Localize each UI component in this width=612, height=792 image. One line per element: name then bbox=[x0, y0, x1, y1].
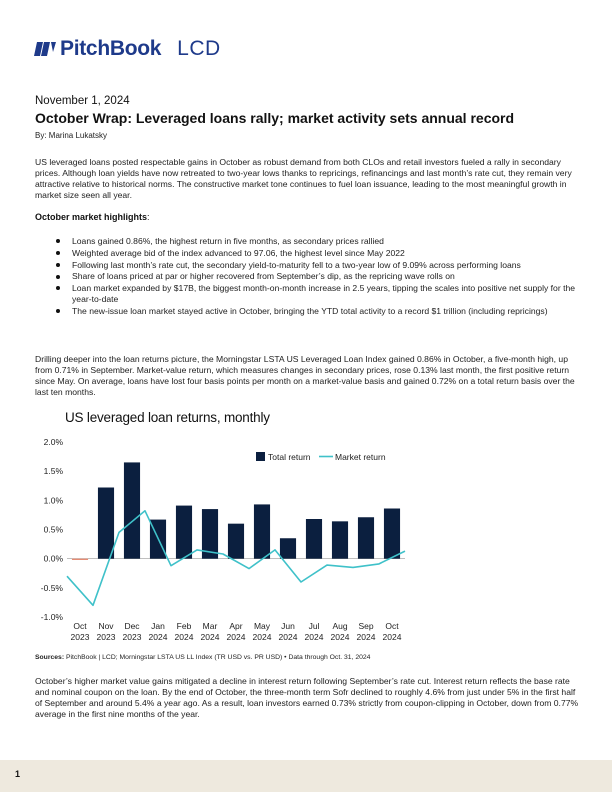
final-paragraph: October’s higher market value gains mitigated a decline in interest return following September’s rate cut. Interest return reflects the base rate and nominal coupon on the loan. By the end of October, the three-month term Sofr declined to roughly 4.6% from just under 5% in the first half of September and around 5.4% a year ago. As a result, loan investors earned 0.73% strictly from coupon-clipping in October, down from 0.77% average in the first nine months of the year. bbox=[35, 676, 579, 719]
x-tick-label: 2024 bbox=[174, 632, 194, 642]
x-tick-label: 2024 bbox=[200, 632, 220, 642]
bar-total-return bbox=[124, 462, 140, 558]
bar-total-return bbox=[358, 517, 374, 558]
bar-total-return bbox=[72, 559, 88, 560]
y-tick-label: 0.0% bbox=[43, 553, 63, 564]
bar-total-return bbox=[98, 488, 114, 559]
bar-total-return bbox=[306, 519, 322, 559]
drill-paragraph: Drilling deeper into the loan returns picture, the Morningstar LSTA US Leveraged Loan Index gained 0.86% in October, a five-month high, up from 0.71% in September. Market-value return, which measures changes in secondary prices, rose 0.13% last month, the first positive return since May. On average, loans have lost four basis points per month on a market-value basis and gained 0.72% on a total return basis over the last ten months. bbox=[35, 354, 575, 397]
bar-total-return bbox=[332, 521, 348, 558]
footer-band bbox=[0, 760, 612, 792]
bar-total-return bbox=[228, 524, 244, 559]
legend-swatch-total-return bbox=[256, 452, 265, 461]
list-item: Following last month’s rate cut, the secondary yield-to-maturity fell to a two-year low of 9.09% across performing loans bbox=[35, 260, 580, 271]
y-tick-label: 1.0% bbox=[43, 495, 63, 506]
x-tick-label: Mar bbox=[202, 621, 218, 631]
article-title: October Wrap: Leveraged loans rally; market activity sets annual record bbox=[35, 110, 515, 126]
x-tick-label: Feb bbox=[176, 621, 192, 631]
y-tick-label: 2.0% bbox=[43, 437, 63, 447]
legend-label-market-return: Market return bbox=[335, 452, 386, 462]
x-tick-label: 2024 bbox=[356, 632, 376, 642]
highlights-heading: October market highlights: bbox=[35, 212, 150, 222]
chart-canvas bbox=[35, 432, 580, 654]
page-number: 1 bbox=[15, 769, 21, 779]
y-tick-label: -1.0% bbox=[40, 612, 63, 622]
x-tick-label: Nov bbox=[98, 621, 114, 631]
brand-division: LCD bbox=[177, 37, 221, 60]
article-date: November 1, 2024 bbox=[35, 95, 130, 107]
article-byline: By: Marina Lukatsky bbox=[35, 131, 108, 140]
bullet-icon bbox=[56, 239, 60, 243]
bullet-icon bbox=[56, 275, 60, 279]
bar-total-return bbox=[384, 509, 400, 559]
x-tick-label: Oct bbox=[385, 621, 399, 631]
x-tick-label: 2023 bbox=[96, 632, 116, 642]
bar-total-return bbox=[280, 538, 296, 558]
pitchbook-lcd-logo bbox=[34, 36, 221, 62]
bullet-icon bbox=[56, 309, 60, 313]
list-item: Weighted average bid of the index advanced to 97.06, the highest level since May 2022 bbox=[35, 248, 580, 259]
x-tick-label: 2024 bbox=[304, 632, 324, 642]
bar-total-return bbox=[176, 506, 192, 559]
x-tick-label: May bbox=[253, 621, 271, 631]
chart-source: Sources: PitchBook | LCD; Morningstar LSTA US LL Index (TR USD vs. PR USD) • Data through Oct. 31, 2024 bbox=[35, 654, 371, 661]
x-tick-label: Oct bbox=[73, 621, 87, 631]
x-tick-label: 2023 bbox=[122, 632, 142, 642]
bullet-icon bbox=[56, 251, 60, 255]
y-tick-label: 1.5% bbox=[43, 466, 63, 477]
x-tick-label: Sep bbox=[358, 621, 374, 631]
x-tick-label: Dec bbox=[124, 621, 140, 631]
x-tick-label: Apr bbox=[229, 621, 243, 631]
list-item: The new-issue loan market stayed active in October, bringing the YTD total activity to a record $1 trillion (including repricings) bbox=[35, 306, 580, 317]
list-item: Loan market expanded by $17B, the biggest month-on-month increase in 2.5 years, tipping the scales into positive net supply for the year-to-date bbox=[35, 283, 580, 304]
x-tick-label: 2024 bbox=[382, 632, 402, 642]
chart-title: US leveraged loan returns, monthly bbox=[65, 410, 270, 425]
list-item: Loans gained 0.86%, the highest return in five months, as secondary prices rallied bbox=[35, 236, 580, 247]
x-tick-label: 2024 bbox=[252, 632, 272, 642]
loan-returns-chart bbox=[35, 410, 580, 668]
y-tick-label: 0.5% bbox=[43, 524, 63, 535]
highlights-list bbox=[35, 236, 580, 317]
x-tick-label: 2023 bbox=[70, 632, 90, 642]
list-item: Share of loans priced at par or higher recovered from September’s dip, as the repricing wave rolls on bbox=[35, 271, 580, 282]
bullet-icon bbox=[56, 263, 60, 267]
intro-paragraph: US leveraged loans posted respectable gains in October as robust demand from both CLOs and retail investors fueled a rally in secondary prices. Although loan yields have now retreated to two-year lows thanks to repricings, refinancings and last month’s rate cut, they remain very attractive relative to historical norms. The constructive market tone continues to fuel loan issuance, leading to the most meaningful growth in market size seen all year. bbox=[35, 157, 572, 200]
x-tick-label: Jul bbox=[308, 621, 320, 631]
brand-name: PitchBook bbox=[60, 37, 162, 60]
x-tick-label: Jun bbox=[281, 621, 295, 631]
x-tick-label: 2024 bbox=[226, 632, 246, 642]
x-tick-label: 2024 bbox=[278, 632, 298, 642]
x-tick-label: 2024 bbox=[148, 632, 168, 642]
bullet-icon bbox=[56, 286, 60, 290]
y-tick-label: -0.5% bbox=[40, 582, 63, 593]
x-tick-label: Aug bbox=[332, 621, 348, 631]
x-tick-label: 2024 bbox=[330, 632, 350, 642]
bar-total-return bbox=[254, 504, 270, 558]
x-tick-label: Jan bbox=[151, 621, 165, 631]
pitchbook-logo-icon bbox=[34, 38, 56, 60]
legend-label-total-return: Total return bbox=[268, 452, 311, 462]
